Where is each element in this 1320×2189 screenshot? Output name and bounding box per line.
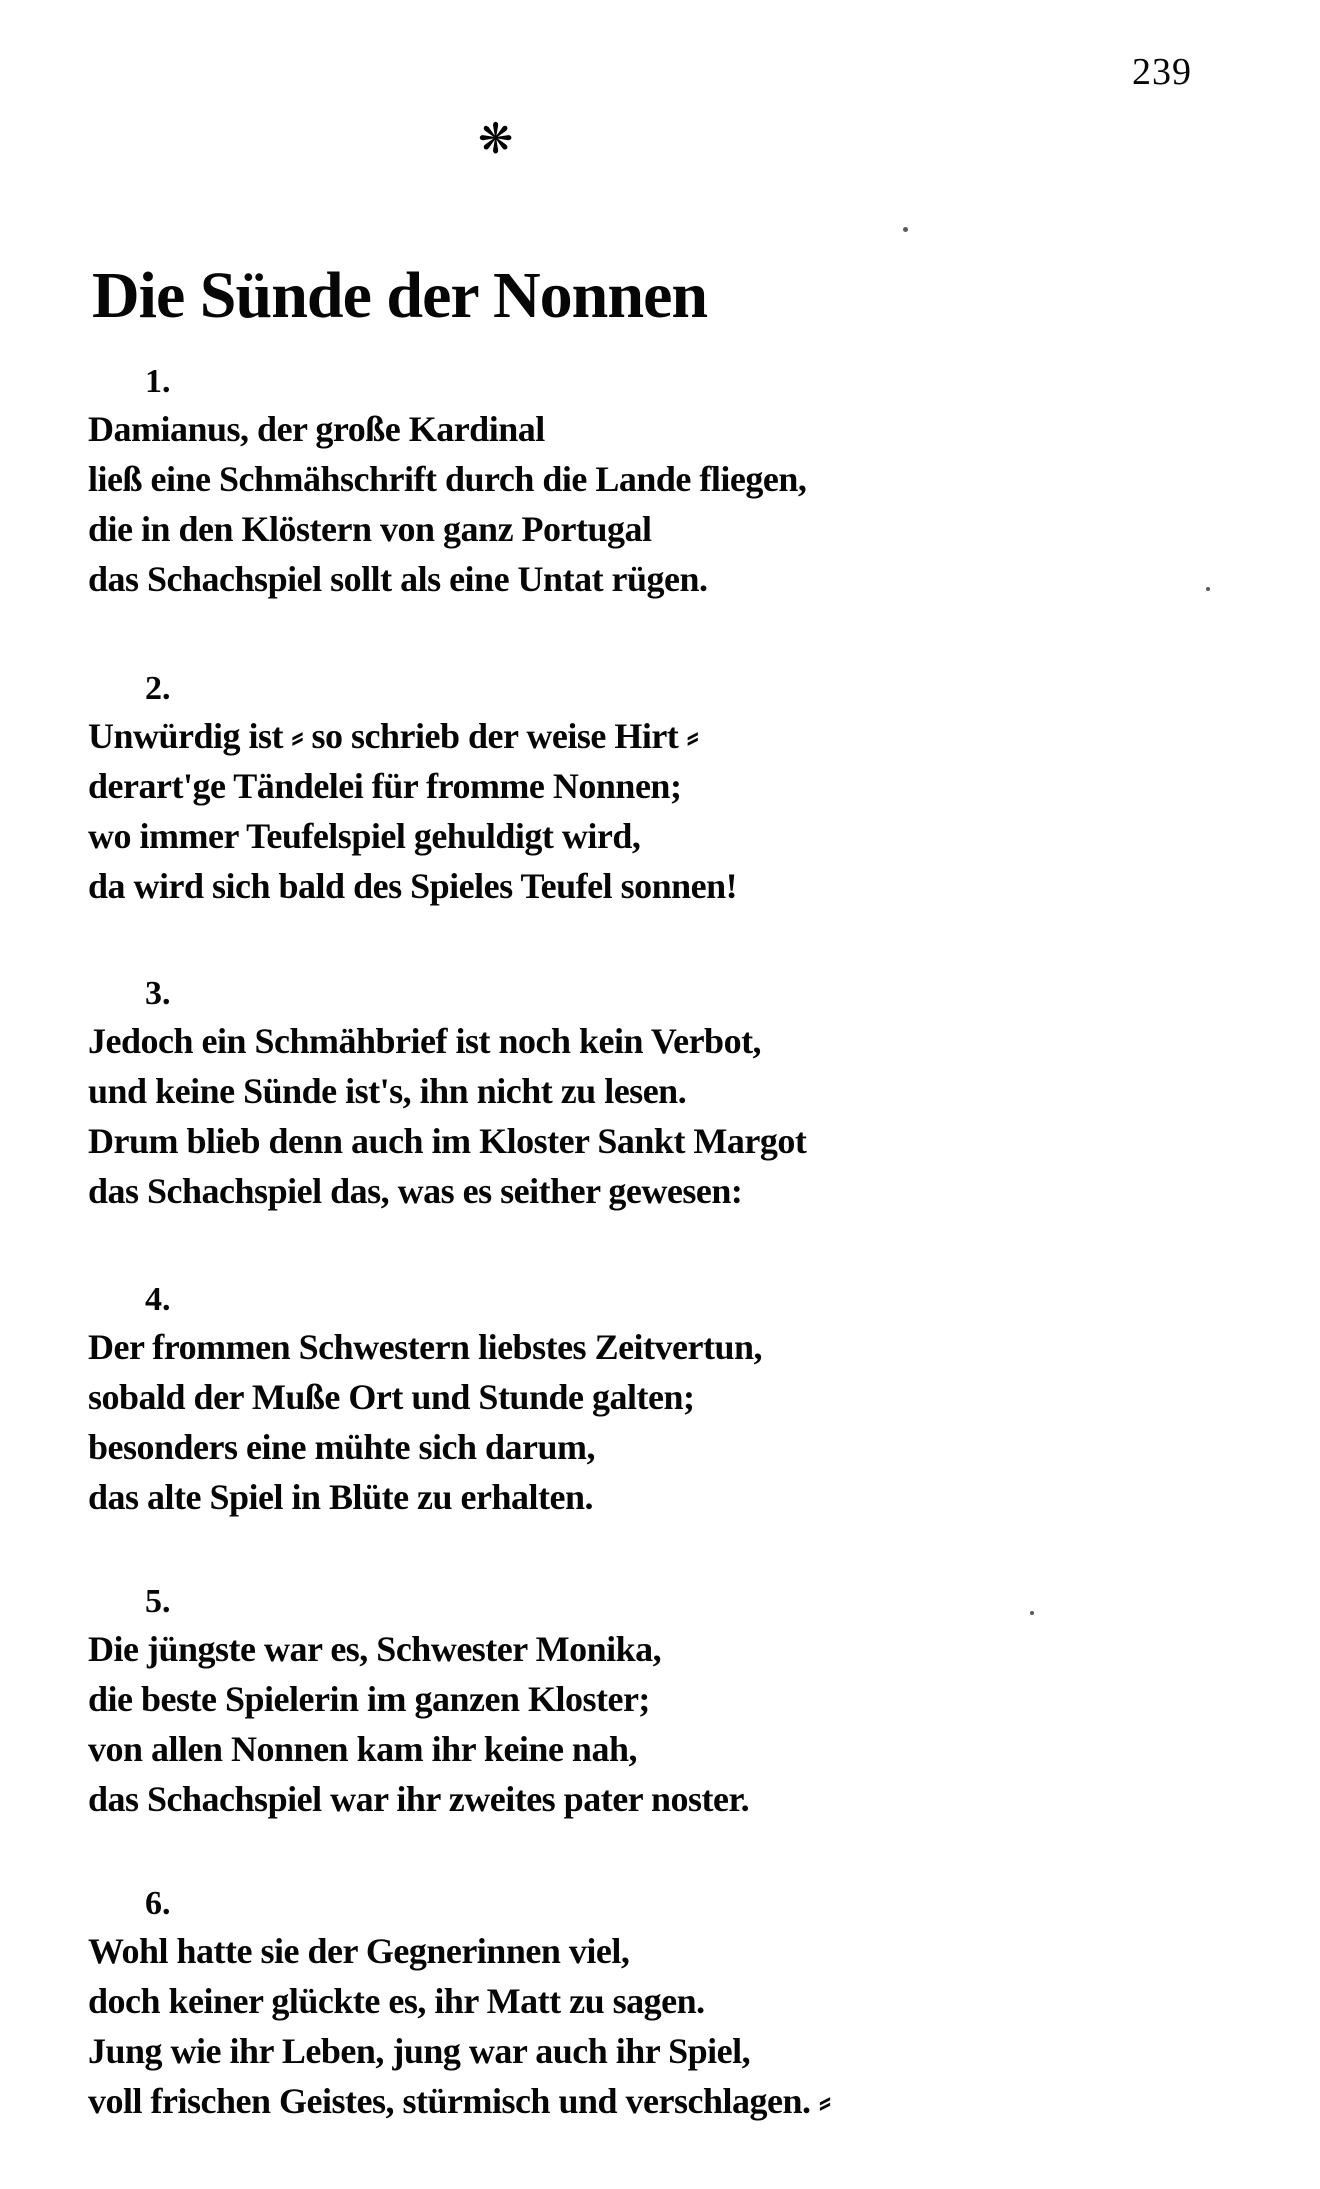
poem-line: sobald der Muße Ort und Stunde galten;	[88, 1377, 695, 1417]
poem-line: die in den Klöstern von ganz Portugal	[88, 509, 652, 549]
page-number: 239	[1132, 51, 1192, 93]
poem-line: Unwürdig ist ⸗ so schrieb der weise Hirt ⸗	[88, 716, 699, 756]
poem-line: derart'ge Tändelei für fromme Nonnen;	[88, 766, 682, 806]
poem-line: da wird sich bald des Spieles Teufel sonnen!	[88, 866, 738, 906]
poem-line: Die jüngste war es, Schwester Monika,	[88, 1629, 662, 1669]
stanza	[88, 667, 737, 911]
poem-line: und keine Sünde ist's, ihn nicht zu lesen.	[88, 1071, 687, 1111]
stanza	[88, 1882, 830, 2126]
poem-line: wo immer Teufelspiel gehuldigt wird,	[88, 816, 641, 856]
poem-line: doch keiner glückte es, ihr Matt zu sagen.	[88, 1981, 705, 2021]
poem-line: die beste Spielerin im ganzen Kloster;	[88, 1679, 650, 1719]
stanza-number: 1.	[145, 363, 171, 400]
stanza	[88, 972, 806, 1216]
poem-line: Wohl hatte sie der Gegnerinnen viel,	[88, 1931, 630, 1971]
stanza	[88, 1580, 749, 1824]
scan-speck-icon	[1206, 587, 1210, 591]
floral-ornament-icon: ❋	[478, 114, 514, 163]
poem-line: voll frischen Geistes, stürmisch und verschlagen. ⸗	[88, 2081, 831, 2121]
poem-line: besonders eine mühte sich darum,	[88, 1427, 596, 1467]
poem-line: Der frommen Schwestern liebstes Zeitvertun,	[88, 1327, 763, 1367]
stanza-number: 4.	[145, 1281, 171, 1318]
stanza	[88, 360, 806, 604]
poem-line: Drum blieb denn auch im Kloster Sankt Margot	[88, 1121, 807, 1161]
poem-line: Damianus, der große Kardinal	[88, 409, 545, 449]
poem-line: das Schachspiel das, was es seither gewesen:	[88, 1171, 743, 1211]
stanza	[88, 1278, 762, 1522]
poem-line: das Schachspiel war ihr zweites pater noster.	[88, 1779, 750, 1819]
stanza-number: 6.	[145, 1885, 171, 1922]
scan-speck-icon	[1030, 1611, 1034, 1615]
poem-line: das alte Spiel in Blüte zu erhalten.	[88, 1477, 594, 1517]
poem-line: von allen Nonnen kam ihr keine nah,	[88, 1729, 637, 1769]
stanza-number: 2.	[145, 670, 171, 707]
poem-line: ließ eine Schmähschrift durch die Lande fliegen,	[88, 459, 807, 499]
stanza-number: 3.	[145, 975, 171, 1012]
poem-line: Jedoch ein Schmähbrief ist noch kein Verbot,	[88, 1021, 762, 1061]
scan-speck-icon	[903, 227, 908, 232]
poem-title: Die Sünde der Nonnen	[92, 259, 708, 333]
stanza-number: 5.	[145, 1583, 171, 1620]
poem-line: das Schachspiel sollt als eine Untat rügen.	[88, 559, 708, 599]
poem-line: Jung wie ihr Leben, jung war auch ihr Spiel,	[88, 2031, 751, 2071]
